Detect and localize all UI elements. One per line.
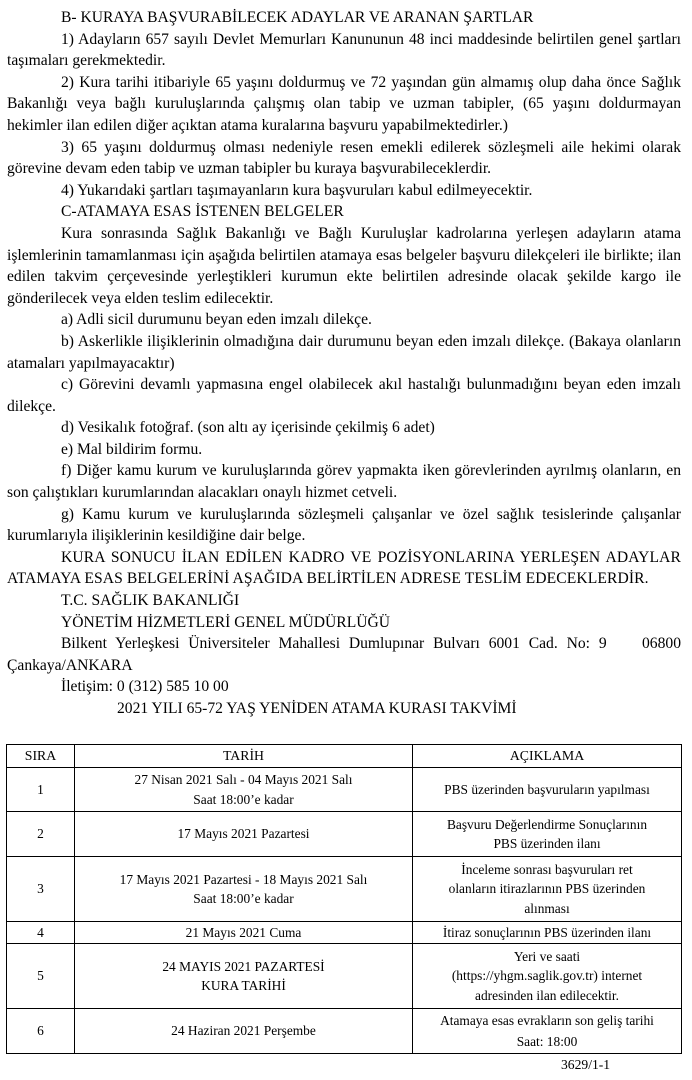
address-contact: İletişim: 0 (312) 585 10 00 — [61, 678, 229, 696]
section-c-item-f: f) Diğer kamu kurum ve kuruluşlarında görev yapmakta iken görevlerinden ayrılmış olanların, en son çalıştıkları kurumlarından alacakları onaylı hizmet cetveli. — [7, 462, 681, 502]
row-number: 2 — [7, 812, 75, 857]
date-line: 21 Mayıs 2021 Cuma — [185, 925, 302, 940]
section-c-heading: C-ATAMAYA ESAS İSTENEN BELGELER — [61, 203, 344, 221]
section-c-item-a: a) Adli sicil durumunu beyan eden imzalı dilekçe. — [61, 311, 372, 329]
table-row — [7, 944, 682, 1009]
description-line: Atamaya esas evrakların son geliş tarihi — [440, 1013, 654, 1028]
table-header-row — [7, 745, 682, 768]
description-line: olanların itirazlarının PBS üzerinden — [448, 881, 646, 897]
description-line: PBS üzerinden başvuruların yapılması — [444, 781, 650, 797]
submission-notice: KURA SONUCU İLAN EDİLEN KADRO VE POZİSYONLARINA YERLEŞEN ADAYLAR ATAMAYA ESAS BELGELERİNİ AŞAĞIDA BELİRTİLEN ADRESE TESLİM EDECEKLERDİR. — [7, 548, 681, 588]
row-date — [75, 812, 413, 857]
row-date — [75, 944, 413, 1009]
row-description — [413, 857, 682, 922]
section-c-item-c: c) Görevini devamlı yapmasına engel olabilecek akıl hastalığı bulunmadığını beyan eden imzalı dilekçe. — [7, 376, 681, 415]
description-line: İnceleme sonrası başvuruları ret — [461, 861, 633, 877]
schedule-table — [6, 744, 682, 1054]
row-number: 6 — [7, 1009, 75, 1054]
description-line: Başvuru Değerlendirme Sonuçlarının — [446, 816, 648, 832]
section-c-item-b: b) Askerlikle ilişiklerinin olmadığına dair durumunu beyan eden imzalı dilekçe. (Bakaya olanların atamaları yapılmayacaktır) — [7, 332, 681, 372]
description-line: İtiraz sonuçlarının PBS üzerinden ilanı — [442, 925, 652, 940]
section-c-item-g: g) Kamu kurum ve kuruluşlarında sözleşmeli çalışanlar ve özel sağlık tesislerinde çalışanlar kurumlarıyla ilişiklerinin kesildiğine dair belge. — [7, 505, 681, 545]
table-row — [7, 1009, 682, 1054]
date-line: 27 Nisan 2021 Salı - 04 Mayıs 2021 Salı — [134, 772, 353, 787]
date-line: 24 MAYIS 2021 PAZARTESİ — [162, 958, 325, 974]
table-row — [7, 768, 682, 812]
row-date — [75, 922, 413, 944]
table-row — [7, 857, 682, 922]
date-line: Saat 18:00’e kadar — [193, 791, 294, 807]
section-b-item-2: 2) Kura tarihi itibariyle 65 yaşını doldurmuş ve 72 yaşından gün almamış olup daha önce Sağlık Bakanlığı veya bağlı kuruluşlarında çalışmış olan tabip ve uzman tabipler, (65 yaşını doldurmayan hekimler ilan edilen diğer açıktan atama kuralarına başvuru yapabilmektedirler.) — [7, 73, 681, 134]
row-number: 5 — [7, 944, 75, 1009]
section-b-heading: B- KURAYA BAŞVURABİLECEK ADAYLAR VE ARANAN ŞARTLAR — [61, 9, 534, 26]
section-b-item-1: 1) Adayların 657 sayılı Devlet Memurları Kanununun 48 inci maddesinde belirtilen genel şartları taşımaları gerekmektedir. — [7, 30, 681, 70]
address-org: T.C. SAĞLIK BAKANLIĞI — [61, 592, 240, 610]
row-description — [413, 812, 682, 857]
column-header-sira: SIRA — [7, 745, 75, 768]
section-b-item-3: 3) 65 yaşını doldurmuş olması nedeniyle resen emekli edilerek sözleşmeli aile hekimi olarak görevine devam eden tabip ve uzman tabipler bu kuraya başvurabileceklerdir. — [7, 138, 681, 178]
row-description — [413, 1009, 682, 1054]
description-line: adresinden ilan edilecektir. — [475, 987, 619, 1003]
row-date — [75, 768, 413, 812]
table-row — [7, 812, 682, 857]
row-description — [413, 944, 682, 1009]
date-line: Saat 18:00’e kadar — [193, 891, 294, 906]
page-number: 3629/1-1 — [561, 1057, 611, 1072]
row-number: 3 — [7, 857, 75, 922]
description-line: Saat: 18:00 — [516, 1034, 578, 1049]
section-c-item-e: e) Mal bildirim formu. — [61, 440, 203, 458]
description-line: alınması — [524, 900, 570, 916]
section-c-item-d: d) Vesikalık fotoğraf. (son altı ay içerisinde çekilmiş 6 adet) — [61, 419, 435, 437]
description-line: PBS üzerinden ilanı — [493, 836, 601, 851]
description-line: (https://yhgm.saglik.gov.tr) internet — [451, 968, 643, 984]
row-date — [75, 1009, 413, 1054]
table-row — [7, 922, 682, 944]
date-line: 17 Mayıs 2021 Pazartesi — [177, 826, 310, 842]
description-line: Yeri ve saati — [513, 948, 581, 964]
schedule-title: 2021 YILI 65-72 YAŞ YENİDEN ATAMA KURASI TAKVİMİ — [117, 700, 517, 717]
row-description — [413, 922, 682, 944]
date-line: KURA TARİHİ — [201, 978, 286, 993]
row-description — [413, 768, 682, 812]
row-number: 4 — [7, 922, 75, 944]
document-page — [7, 7, 685, 719]
date-line: 24 Haziran 2021 Perşembe — [171, 1023, 316, 1039]
row-date — [75, 857, 413, 922]
address-street: Bilkent Yerleşkesi Üniversiteler Mahallesi Dumlupınar Bulvarı 6001 Cad. No: 9 06800 Çankaya/ANKARA — [7, 635, 685, 674]
address-dept: YÖNETİM HİZMETLERİ GENEL MÜDÜRLÜĞÜ — [61, 613, 391, 631]
row-number: 1 — [7, 768, 75, 812]
column-header-aciklama: AÇIKLAMA — [413, 745, 682, 768]
section-b-item-4: 4) Yukarıdaki şartları taşımayanların kura başvuruları kabul edilmeyecektir. — [61, 181, 533, 199]
column-header-tarih: TARİH — [75, 745, 413, 768]
section-c-intro: Kura sonrasında Sağlık Bakanlığı ve Bağlı Kuruluşlar kadrolarına yerleşen adayların atama işlemlerinin tamamlanması için aşağıda belirtilen atamaya esas belgeler başvuru dilekçeleri ile birlikte; ilan edilen takvim çerçevesinde yerleştikleri kurumun ekte belirtilen adresinde olacak şekilde kargo ile gönderilecek veya elden teslim edilecektir. — [7, 224, 681, 307]
date-line: 17 Mayıs 2021 Pazartesi - 18 Mayıs 2021 Salı — [119, 871, 368, 887]
